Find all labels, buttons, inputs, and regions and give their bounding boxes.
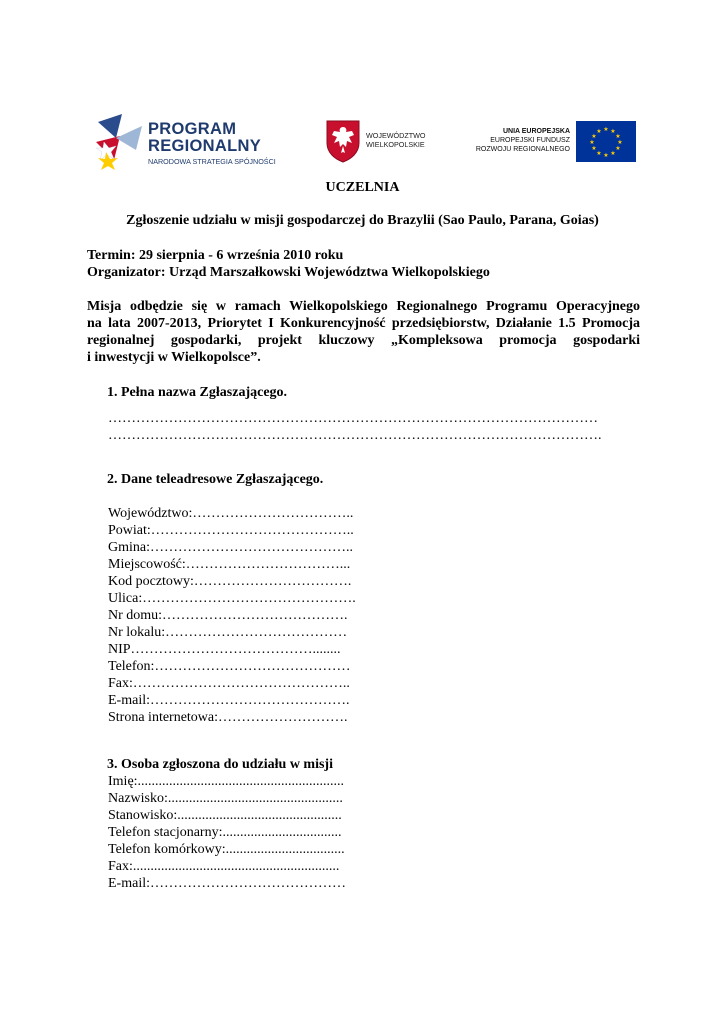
- program-regionalny-emblem-icon: [92, 112, 148, 172]
- full-name-field-line1[interactable]: ……………………………………………………………………………………………: [108, 411, 598, 426]
- paragraph-line: Misja odbędzie się w ramach Wielkopolskiego Regionalnego Programu Operacyjnego: [87, 299, 640, 314]
- svg-text:★: ★: [596, 150, 602, 157]
- eu-flag-icon: [576, 121, 636, 162]
- svg-text:★: ★: [591, 133, 597, 140]
- mission-paragraph: [87, 298, 640, 366]
- section1-heading: 1. Pełna nazwa Zgłaszającego.: [107, 385, 288, 400]
- section2-heading: 2. Dane teleadresowe Zgłaszającego.: [107, 472, 324, 487]
- program-logo-line2: REGIONALNY: [148, 137, 262, 155]
- field-nr-domu[interactable]: Nr domu:………………………………….: [108, 608, 348, 623]
- field-email[interactable]: E-mail:…………………………………….: [108, 693, 350, 708]
- svg-text:★: ★: [603, 126, 609, 133]
- svg-text:★: ★: [615, 133, 621, 140]
- field-nr-lokalu[interactable]: Nr lokalu:…………………………………: [108, 625, 348, 640]
- paragraph-line: na lata 2007-2013, Priorytet I Konkurencyjność przedsiębiorstw, Działanie 1.5 Promocja: [87, 316, 640, 331]
- svg-text:★: ★: [589, 139, 595, 146]
- field-ulica[interactable]: Ulica:……………………………………….: [108, 591, 356, 606]
- svg-text:★: ★: [591, 145, 597, 152]
- field-stanowisko[interactable]: Stanowisko:...............................................: [108, 808, 342, 823]
- field-wojewodztwo[interactable]: Województwo:……………………………..: [108, 506, 354, 521]
- field-fax[interactable]: Fax:………………………………………..: [108, 676, 350, 691]
- document-title: UCZELNIA: [325, 180, 400, 195]
- svg-text:★: ★: [610, 150, 616, 157]
- term-line: Termin: 29 sierpnia - 6 września 2010 roku: [87, 248, 344, 263]
- eu-logo-line1: UNIA EUROPEJSKA: [502, 128, 570, 135]
- field-telefon-komorkowy[interactable]: Telefon komórkowy:..................................: [108, 842, 345, 857]
- field-gmina[interactable]: Gmina:……………………………………..: [108, 540, 353, 555]
- program-logo-line3: NARODOWA STRATEGIA SPÓJNOŚCI: [148, 157, 276, 166]
- svg-text:★: ★: [596, 128, 602, 135]
- field-powiat[interactable]: Powiat:……………………………………..: [108, 523, 354, 538]
- field-telefon-stacjonarny[interactable]: Telefon stacjonarny:..................................: [108, 825, 342, 840]
- svg-text:★: ★: [603, 152, 609, 159]
- organizer-line: Organizator: Urząd Marszałkowski Województwa Wielkopolskiego: [87, 265, 490, 280]
- eu-logo-line3: ROZWOJU REGIONALNEGO: [475, 146, 570, 153]
- voivodeship-logo-line2: WIELKOPOLSKIE: [366, 140, 425, 149]
- paragraph-line: i inwestycji w Wielkopolsce”.: [87, 350, 261, 365]
- field-strona-internetowa[interactable]: Strona internetowa:……………………….: [108, 710, 348, 725]
- field-email[interactable]: E-mail:……………………………………: [108, 876, 346, 891]
- full-name-field-line2[interactable]: …………………………………………………………………………………………….: [108, 428, 602, 443]
- field-fax[interactable]: Fax:...........................................................: [108, 859, 340, 874]
- section3-heading: 3. Osoba zgłoszona do udziału w misji: [107, 757, 333, 772]
- field-kod-pocztowy[interactable]: Kod pocztowy:…………………………….: [108, 574, 352, 589]
- document-subtitle: Zgłoszenie udziału w misji gospodarczej do Brazylii (Sao Paulo, Parana, Goias): [126, 213, 599, 228]
- paragraph-line: regionalnej gospodarki, projekt kluczowy „Kompleksowa promocja gospodarki: [87, 333, 640, 348]
- coat-of-arms-icon: [325, 119, 361, 163]
- voivodeship-logo-line1: WOJEWÓDZTWO: [366, 131, 426, 140]
- field-nazwisko[interactable]: Nazwisko:..................................................: [108, 791, 343, 806]
- field-nip[interactable]: NIP…………………………………........: [108, 642, 341, 657]
- field-miejscowosc[interactable]: Miejscowość:……………………………...: [108, 557, 351, 572]
- field-imie[interactable]: Imię:...........................................................: [108, 774, 345, 789]
- svg-text:★: ★: [617, 139, 623, 146]
- program-logo-line1: PROGRAM: [148, 120, 237, 138]
- svg-text:★: ★: [615, 145, 621, 152]
- field-telefon[interactable]: Telefon:……………………………………: [108, 659, 351, 674]
- eu-logo-line2: EUROPEJSKI FUNDUSZ: [490, 137, 570, 144]
- svg-text:★: ★: [610, 128, 616, 135]
